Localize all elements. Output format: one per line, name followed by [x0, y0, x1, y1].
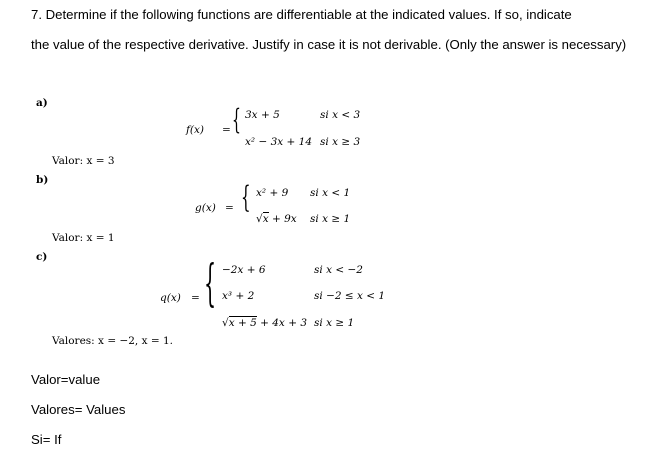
part-c-row2-cond: si −2 ≤ x < 1 [314, 290, 386, 302]
question-line-1: 7. Determine if the following functions are differentiable at the indicated values. If so, indicate [31, 7, 572, 22]
part-b-label: b) [36, 174, 49, 186]
part-a-brace: { [232, 103, 241, 136]
glossary-valores: Valores= Values [31, 402, 126, 417]
part-c-brace: { [204, 254, 217, 312]
part-c-valores: Valores: x = −2, x = 1. [52, 335, 174, 347]
question-line-2: the value of the respective derivative. Justify in case it is not derivable. (Only the answer is necessary) [31, 37, 627, 52]
part-b-brace: { [241, 180, 251, 215]
part-a-row2-cond: si x ≥ 3 [320, 136, 361, 148]
part-c-row3-expr: √x + 5 + 4x + 3 [222, 317, 308, 329]
part-c-function: q(x) [160, 292, 181, 304]
part-b-row2-rest: + 9x [268, 213, 297, 225]
part-a-function: f(x) [186, 124, 205, 136]
part-a-valor: Valor: x = 3 [52, 155, 115, 167]
part-c-sqrt-arg: x + 5 [228, 317, 257, 329]
part-b-row2-cond: si x ≥ 1 [310, 213, 351, 225]
glossary-valor: Valor=value [31, 372, 101, 387]
part-b-equals: = [225, 202, 234, 214]
part-a-row1-expr: 3x + 5 [245, 109, 280, 121]
part-c-row1-expr: −2x + 6 [222, 264, 266, 276]
part-a-label: a) [36, 97, 48, 109]
part-a-equals: = [222, 124, 231, 136]
part-b-valor: Valor: x = 1 [52, 232, 115, 244]
part-a-row1-cond: si x < 3 [320, 109, 361, 121]
part-b-row1-cond: si x < 1 [310, 187, 351, 199]
part-c-label: c) [36, 251, 48, 263]
part-c-row3-rest: + 4x + 3 [256, 317, 308, 329]
part-b-sqrt-arg: x [262, 213, 269, 225]
part-b-row2-expr: √x + 9x [256, 213, 297, 225]
part-b-function: g(x) [195, 202, 216, 214]
part-c-row3-cond: si x ≥ 1 [314, 317, 355, 329]
part-a-row2-expr: x² − 3x + 14 [245, 136, 313, 148]
glossary-si: Si= If [31, 432, 62, 447]
part-b-row1-expr: x² + 9 [256, 187, 289, 199]
part-c-row1-cond: si x < −2 [314, 264, 363, 276]
part-c-row2-expr: x³ + 2 [222, 290, 255, 302]
part-c-equals: = [191, 292, 200, 304]
